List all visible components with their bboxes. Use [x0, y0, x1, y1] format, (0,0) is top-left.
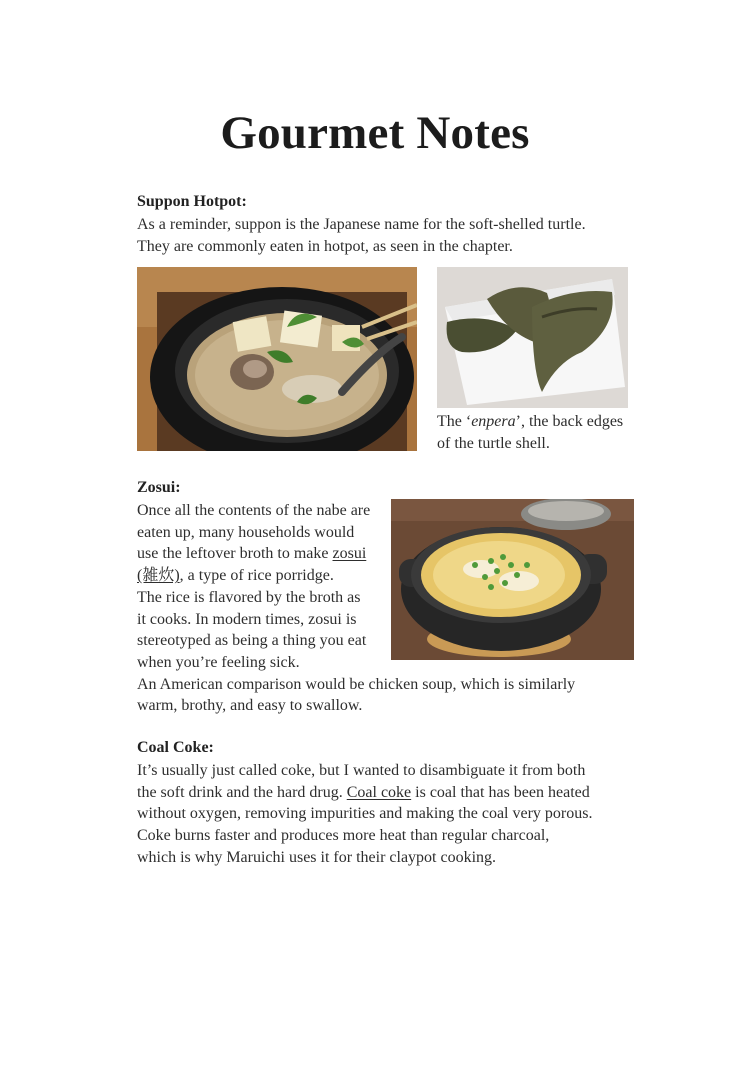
zosui-line-1: Once all the contents of the nabe are	[137, 502, 371, 519]
suppon-hotpot-photo	[137, 267, 417, 451]
suppon-paragraph	[137, 214, 586, 257]
caption-term: enpera	[471, 413, 516, 430]
caption-suffix: ’, the back edges	[515, 413, 624, 430]
coke-line-3: without oxygen, removing impurities and making the coal very porous.	[137, 805, 593, 823]
coke-paragraph	[137, 760, 592, 869]
zosui-line-9: An American comparison would be chicken soup, which is similarly	[137, 675, 576, 693]
page-title: Gourmet Notes	[220, 107, 530, 159]
coke-heading: Coal Coke:	[137, 739, 214, 756]
zosui-line-10: warm, brothy, and easy to swallow.	[137, 697, 363, 715]
coke-line-2-text: the soft drink and the hard drug.	[137, 783, 347, 801]
coke-line-2-after: is coal that has been heated	[411, 783, 590, 801]
zosui-heading: Zosui:	[137, 479, 181, 496]
zosui-line-4-text: , a type of rice porridge.	[179, 567, 334, 585]
zosui-line-5: The rice is flavored by the broth as	[137, 588, 361, 606]
caption-prefix: The ‘	[437, 413, 472, 430]
zosui-line-7: stereotyped as being a thing you eat	[137, 632, 367, 650]
zosui-link[interactable]: zosui	[332, 545, 367, 563]
enpera-caption	[437, 411, 652, 454]
coke-line-4: Coke burns faster and produces more heat than regular charcoal,	[137, 827, 550, 845]
zosui-line-6: it cooks. In modern times, zosui is	[137, 610, 357, 628]
suppon-line-1: As a reminder, suppon is the Japanese name for the soft-shelled turtle.	[137, 216, 586, 233]
caption-line-2: of the turtle shell.	[437, 434, 550, 452]
zosui-line-8: when you’re feeling sick.	[137, 653, 300, 671]
coke-line-5: which is why Maruichi uses it for their claypot cooking.	[137, 848, 497, 866]
enpera-photo	[437, 267, 628, 408]
coke-line-2	[137, 782, 592, 804]
suppon-heading: Suppon Hotpot:	[137, 193, 247, 210]
coke-line-1: It’s usually just called coke, but I wanted to disambiguate it from both	[137, 762, 586, 779]
zosui-photo	[391, 499, 634, 660]
zosui-line-2: eaten up, many households would	[137, 523, 355, 541]
coal-coke-link[interactable]: Coal coke	[346, 783, 412, 801]
suppon-line-2: They are commonly eaten in hotpot, as seen in the chapter.	[137, 237, 513, 255]
zosui-kanji-link[interactable]: (雑炊)	[137, 567, 180, 585]
zosui-line-3-text: use the leftover broth to make	[137, 545, 333, 563]
